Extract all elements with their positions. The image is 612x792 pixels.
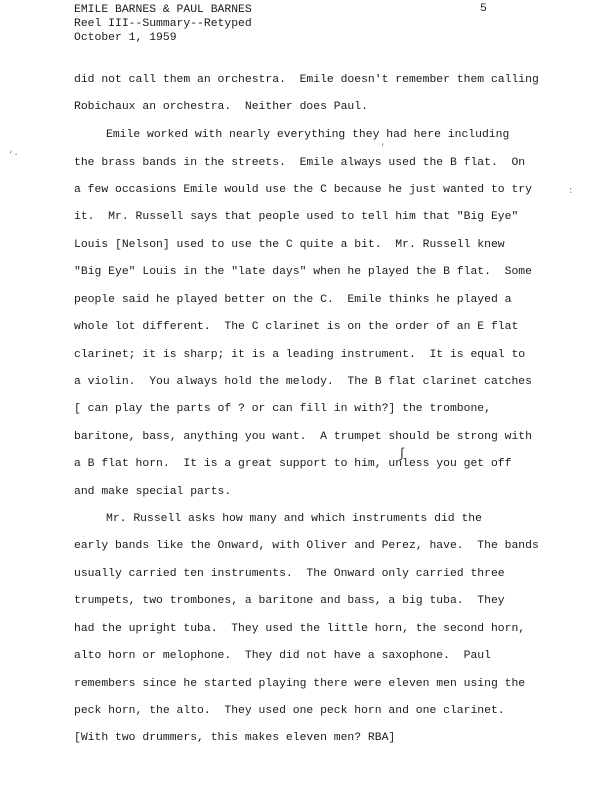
header-date: October 1, 1959: [74, 32, 177, 44]
text-line: a B flat horn. It is a great support to him, unless you get off: [74, 458, 512, 470]
text-line: and make special parts.: [74, 486, 232, 498]
text-line: a violin. You always hold the melody. The B flat clarinet catches: [74, 376, 532, 388]
scan-mark: :: [568, 186, 574, 196]
text-line: Robichaux an orchestra. Neither does Paul.: [74, 101, 368, 113]
text-line: it. Mr. Russell says that people used to tell him that "Big Eye": [74, 211, 519, 223]
text-line: a few occasions Emile would use the C because he just wanted to try: [74, 184, 532, 196]
paragraph-start-line: Emile worked with nearly everything they had here including: [106, 129, 510, 141]
text-line: [ can play the parts of ? or can fill in with?] the trombone,: [74, 403, 491, 415]
text-line: remembers since he started playing there were eleven men using the: [74, 678, 526, 690]
text-line: [With two drummers, this makes eleven men? RBA]: [74, 732, 396, 744]
text-line: peck horn, the alto. They used one peck horn and one clarinet.: [74, 705, 505, 717]
text-line: the brass bands in the streets. Emile always used the B flat. On: [74, 157, 526, 169]
text-line: alto horn or melophone. They did not have a saxophone. Paul: [74, 650, 491, 662]
text-line: baritone, bass, anything you want. A trumpet should be strong with: [74, 431, 532, 443]
text-line: people said he played better on the C. Emile thinks he played a: [74, 294, 512, 306]
handwritten-insertion-mark: ∫: [398, 446, 406, 461]
text-line: "Big Eye" Louis in the "late days" when he played the B flat. Some: [74, 266, 532, 278]
text-line: trumpets, two trombones, a baritone and bass, a big tuba. They: [74, 595, 505, 607]
text-line: Louis [Nelson] used to use the C quite a bit. Mr. Russell knew: [74, 239, 505, 251]
text-line: clarinet; it is sharp; it is a leading instrument. It is equal to: [74, 349, 526, 361]
text-line: early bands like the Onward, with Oliver and Perez, have. The bands: [74, 540, 539, 552]
paragraph-start-line: Mr. Russell asks how many and which instruments did the: [106, 513, 482, 525]
page-header: [74, 3, 252, 45]
text-line: did not call them an orchestra. Emile doesn't remember them calling: [74, 74, 539, 86]
scan-mark: ’: [380, 143, 386, 153]
scan-mark: ‘·: [8, 150, 19, 160]
text-line: whole lot different. The C clarinet is on the order of an E flat: [74, 321, 519, 333]
header-reel: Reel III--Summary--Retyped: [74, 18, 252, 30]
text-line: usually carried ten instruments. The Onward only carried three: [74, 568, 505, 580]
page-number: 5: [480, 3, 487, 15]
header-names: EMILE BARNES & PAUL BARNES: [74, 4, 252, 16]
text-line: had the upright tuba. They used the little horn, the second horn,: [74, 623, 526, 635]
